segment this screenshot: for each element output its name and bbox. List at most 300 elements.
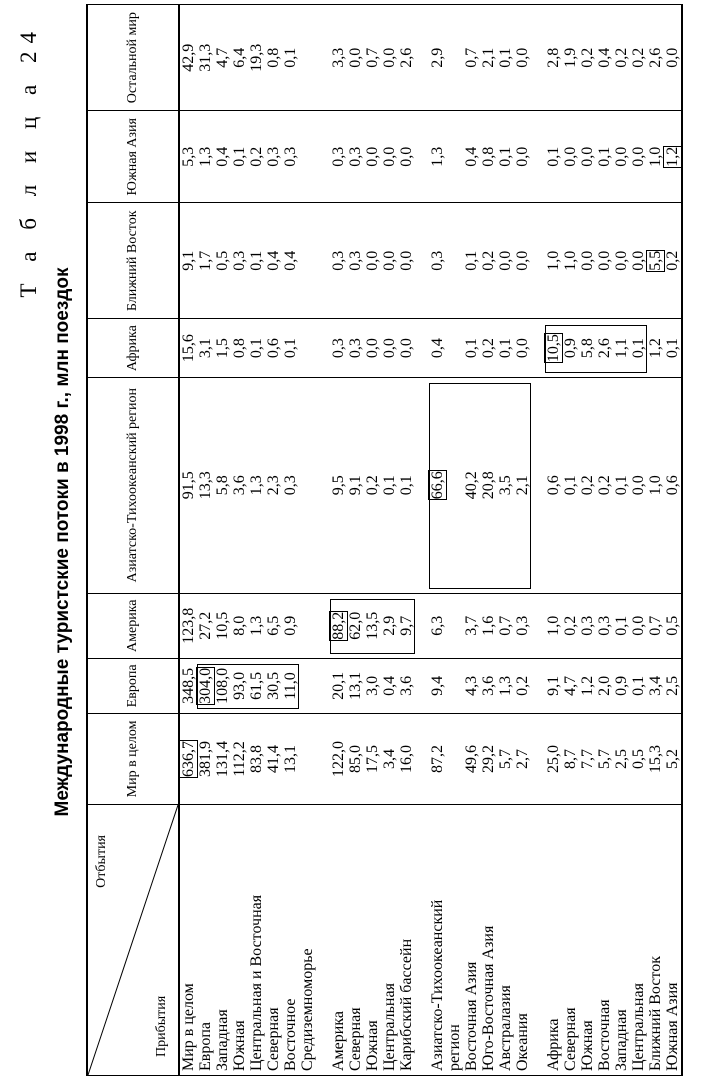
- table-cell: [214, 593, 231, 658]
- column-header: Остальной мир: [87, 5, 179, 111]
- cell-value: 0,4: [265, 250, 282, 271]
- cell-value: 42,9: [180, 43, 197, 72]
- spacer-cell: [531, 319, 545, 377]
- table-cell: [347, 713, 364, 804]
- table-cell: [429, 5, 446, 111]
- cell-value: 2,5: [613, 748, 630, 769]
- row-label: Океания: [514, 805, 531, 1076]
- spacer-cell: [531, 805, 545, 1076]
- table-cell: [497, 203, 514, 319]
- cell-value: 0,1: [463, 338, 480, 359]
- table-row: [330, 5, 347, 1076]
- table-cell: [364, 203, 381, 319]
- table-cell: [265, 319, 282, 377]
- row-label: Центральная: [630, 805, 647, 1076]
- table-cell: [214, 658, 231, 713]
- table-cell: [497, 5, 514, 111]
- table-cell: [197, 377, 214, 593]
- row-label: Северная: [562, 805, 579, 1076]
- cell-value: 1,0: [545, 250, 562, 271]
- table-cell: [231, 593, 248, 658]
- spacer-cell: [316, 713, 330, 804]
- cell-value: 2,1: [514, 475, 531, 496]
- table-cell: [613, 111, 630, 203]
- table-cell: [347, 658, 364, 713]
- table-cell: [613, 319, 630, 377]
- table-cell: [364, 377, 381, 593]
- table-cell: [480, 593, 497, 658]
- cell-value: 5,7: [497, 748, 514, 769]
- cell-value: 0,2: [630, 47, 647, 68]
- cell-value: 348,5: [180, 667, 197, 704]
- cell-value: 0,0: [364, 250, 381, 271]
- row-label: Ближний Восток: [647, 805, 664, 1076]
- table-row: [347, 5, 364, 1076]
- table-cell: [429, 593, 446, 658]
- cell-value: 11,0: [282, 672, 299, 700]
- cell-value: 83,8: [248, 744, 265, 773]
- cell-value: 0,6: [545, 475, 562, 496]
- cell-value: 0,2: [664, 250, 681, 271]
- cell-value: 0,1: [596, 146, 613, 167]
- table-cell: [596, 319, 613, 377]
- cell-value: 2,8: [545, 47, 562, 68]
- cell-value: 0,2: [562, 615, 579, 636]
- table-cell: [429, 111, 446, 203]
- cell-value: 0,2: [364, 475, 381, 496]
- cell-value: 0,0: [381, 146, 398, 167]
- table-cell: [364, 319, 381, 377]
- table-row: [214, 5, 231, 1076]
- table-cell: [364, 111, 381, 203]
- cell-value: 27,2: [197, 611, 214, 640]
- cell-value: 2,6: [647, 47, 664, 68]
- table-cell: [381, 111, 398, 203]
- spacer-cell: [531, 593, 545, 658]
- table-cell: [282, 5, 299, 111]
- table-cell: [480, 658, 497, 713]
- table-cell: [299, 319, 316, 377]
- table-cell: [330, 5, 347, 111]
- cell-value: 0,8: [231, 338, 248, 359]
- cell-value: 3,1: [197, 338, 214, 359]
- table-cell: [664, 5, 682, 111]
- table-cell: [480, 111, 497, 203]
- spacer-cell: [415, 319, 429, 377]
- table-cell: [562, 5, 579, 111]
- cell-value: 0,2: [596, 475, 613, 496]
- table-cell: [647, 5, 664, 111]
- table-cell: [381, 319, 398, 377]
- table-cell: [514, 593, 531, 658]
- cell-value: 0,1: [231, 146, 248, 167]
- table-row: [248, 5, 265, 1076]
- corner-arrivals-label: Прибытия: [154, 995, 169, 1057]
- spacer-cell: [531, 111, 545, 203]
- table-cell: [214, 713, 231, 804]
- cell-value: 13,1: [347, 671, 364, 700]
- cell-value: 0,0: [398, 338, 415, 359]
- table-cell: [630, 713, 647, 804]
- table-cell: [231, 319, 248, 377]
- cell-value: 0,0: [381, 338, 398, 359]
- spacer-cell: [316, 203, 330, 319]
- table-cell: [497, 713, 514, 804]
- spacer-row: [415, 5, 429, 1076]
- cell-value: 0,3: [579, 615, 596, 636]
- cell-value: 0,1: [248, 250, 265, 271]
- table-cell: [265, 377, 282, 593]
- cell-value: 0,0: [364, 146, 381, 167]
- cell-value: 30,5: [265, 671, 282, 700]
- cell-value: 0,7: [463, 47, 480, 68]
- table-cell: [664, 377, 682, 593]
- table-cell: [664, 319, 682, 377]
- cell-value: 0,0: [596, 250, 613, 271]
- table-row: [381, 5, 398, 1076]
- table-cell: [429, 203, 446, 319]
- table-cell: [463, 319, 480, 377]
- table-row: [596, 5, 613, 1076]
- table-cell: [214, 5, 231, 111]
- table-cell: [381, 713, 398, 804]
- cell-value: 0,0: [613, 146, 630, 167]
- table-cell: [463, 203, 480, 319]
- spacer-cell: [415, 713, 429, 804]
- table-cell: [265, 658, 282, 713]
- cell-value: 2,9: [429, 47, 446, 68]
- table-cell: [545, 713, 562, 804]
- table-row: [179, 5, 197, 1076]
- table-cell: [579, 713, 596, 804]
- column-header: Южная Азия: [87, 111, 179, 203]
- cell-value: 13,5: [364, 611, 381, 640]
- table-cell: [480, 377, 497, 593]
- table-cell: [446, 111, 463, 203]
- row-label: Америка: [330, 805, 347, 1076]
- cell-value: 3,0: [364, 675, 381, 696]
- table-cell: [514, 658, 531, 713]
- row-label: Северная: [347, 805, 364, 1076]
- spacer-cell: [531, 713, 545, 804]
- row-label: Африка: [545, 805, 562, 1076]
- cell-value: 3,6: [480, 675, 497, 696]
- table-cell: [463, 377, 480, 593]
- cell-value: 93,0: [231, 671, 248, 700]
- table-row: [562, 5, 579, 1076]
- highlighted-value: 304,0: [197, 667, 214, 704]
- cell-value: 0,0: [514, 250, 531, 271]
- table-cell: [596, 377, 613, 593]
- table-row: [647, 5, 664, 1076]
- table-cell: [248, 593, 265, 658]
- cell-value: 2,1: [480, 47, 497, 68]
- spacer-cell: [316, 111, 330, 203]
- spacer-cell: [316, 5, 330, 111]
- table-cell: [596, 111, 613, 203]
- cell-value: 0,0: [364, 338, 381, 359]
- cell-value: 40,2: [463, 471, 480, 500]
- table-row: [197, 5, 214, 1076]
- column-header: Америка: [87, 593, 179, 658]
- table-cell: [231, 713, 248, 804]
- table-cell: [497, 377, 514, 593]
- cell-value: 0,3: [429, 250, 446, 271]
- table-cell: [299, 713, 316, 804]
- table-cell: [347, 203, 364, 319]
- cell-value: 0,3: [347, 146, 364, 167]
- cell-value: 1,9: [562, 47, 579, 68]
- row-label: Европа: [197, 805, 214, 1076]
- cell-value: 0,2: [514, 675, 531, 696]
- table-cell: [545, 319, 562, 377]
- table-cell: [197, 593, 214, 658]
- table-cell: [579, 593, 596, 658]
- table-cell: [664, 111, 682, 203]
- spacer-cell: [531, 658, 545, 713]
- cell-value: 0,3: [282, 475, 299, 496]
- cell-value: 8,7: [562, 748, 579, 769]
- table-cell: [596, 658, 613, 713]
- cell-value: 0,1: [497, 146, 514, 167]
- cell-value: 5,8: [214, 475, 231, 496]
- cell-value: 381,9: [197, 740, 214, 777]
- row-label: Центральная: [381, 805, 398, 1076]
- table-cell: [265, 111, 282, 203]
- cell-value: 17,5: [364, 744, 381, 773]
- table-cell: [596, 713, 613, 804]
- cell-value: 10,5: [214, 611, 231, 640]
- table-cell: [179, 377, 197, 593]
- spacer-cell: [316, 658, 330, 713]
- cell-value: 7,7: [579, 748, 596, 769]
- cell-value: 0,5: [664, 615, 681, 636]
- table-cell: [630, 203, 647, 319]
- cell-value: 9,5: [330, 475, 347, 496]
- header-row: [87, 5, 179, 1076]
- cell-value: 0,3: [330, 146, 347, 167]
- cell-value: 0,3: [347, 338, 364, 359]
- spacer-cell: [531, 5, 545, 111]
- cell-value: 0,0: [398, 250, 415, 271]
- spacer-cell: [415, 377, 429, 593]
- table-cell: [398, 377, 415, 593]
- table-row: [514, 5, 531, 1076]
- cell-value: 0,0: [664, 47, 681, 68]
- cell-value: 0,4: [463, 146, 480, 167]
- table-cell: [463, 658, 480, 713]
- cell-value: 3,6: [231, 475, 248, 496]
- table-cell: [647, 713, 664, 804]
- table-cell: [299, 593, 316, 658]
- table-cell: [514, 377, 531, 593]
- table-cell: [446, 713, 463, 804]
- table-cell: [347, 111, 364, 203]
- table-cell: [299, 203, 316, 319]
- spacer-cell: [415, 658, 429, 713]
- cell-value: 0,9: [562, 338, 579, 359]
- cell-value: 1,2: [579, 675, 596, 696]
- table-cell: [545, 658, 562, 713]
- cell-value: 0,0: [381, 47, 398, 68]
- highlighted-value: 1,2: [664, 146, 681, 167]
- cell-value: 0,1: [497, 47, 514, 68]
- column-header: Азиатско-Тихоокеанский регион: [87, 377, 179, 593]
- cell-value: 0,2: [480, 338, 497, 359]
- cell-value: 0,5: [214, 250, 231, 271]
- spacer-cell: [415, 203, 429, 319]
- table-cell: [330, 377, 347, 593]
- row-label: Западная: [214, 805, 231, 1076]
- table-cell: [364, 5, 381, 111]
- cell-value: 0,0: [381, 250, 398, 271]
- table-cell: [398, 203, 415, 319]
- table-cell: [562, 319, 579, 377]
- cell-value: 0,3: [347, 250, 364, 271]
- cell-value: 15,6: [180, 334, 197, 363]
- highlighted-value: 636,7: [180, 740, 197, 777]
- table-cell: [248, 658, 265, 713]
- table-cell: [446, 203, 463, 319]
- table-cell: [429, 658, 446, 713]
- cell-value: 31,3: [197, 43, 214, 72]
- cell-value: 0,0: [398, 146, 415, 167]
- table-cell: [231, 111, 248, 203]
- table-cell: [446, 319, 463, 377]
- table-cell: [514, 713, 531, 804]
- table-cell: [613, 203, 630, 319]
- cell-value: 0,0: [630, 475, 647, 496]
- table-cell: [282, 593, 299, 658]
- table-cell: [497, 593, 514, 658]
- table-cell: [647, 377, 664, 593]
- table-cell: [381, 377, 398, 593]
- row-label: Восточная Азия: [463, 805, 480, 1076]
- cell-value: 0,9: [282, 615, 299, 636]
- cell-value: 0,4: [429, 338, 446, 359]
- cell-value: 0,1: [613, 475, 630, 496]
- table-cell: [562, 658, 579, 713]
- table-cell: [179, 658, 197, 713]
- table-body: [179, 5, 682, 1076]
- table-cell: [381, 5, 398, 111]
- table-cell: [545, 111, 562, 203]
- spacer-cell: [316, 805, 330, 1076]
- table-cell: [429, 713, 446, 804]
- cell-value: 0,0: [579, 250, 596, 271]
- table-cell: [647, 319, 664, 377]
- cell-value: 29,2: [480, 744, 497, 773]
- row-label: Средиземноморье: [299, 805, 316, 1076]
- table-cell: [545, 377, 562, 593]
- table-row: [463, 5, 480, 1076]
- cell-value: 1,6: [480, 615, 497, 636]
- table-cell: [596, 593, 613, 658]
- highlighted-value: 66,6: [429, 471, 446, 500]
- cell-value: 15,3: [647, 744, 664, 773]
- table-cell: [664, 593, 682, 658]
- table-row: [579, 5, 596, 1076]
- cell-value: 1,5: [214, 338, 231, 359]
- table-cell: [197, 319, 214, 377]
- highlighted-value: 88,2: [330, 611, 347, 640]
- table-cell: [429, 377, 446, 593]
- row-label: Южная Азия: [664, 805, 682, 1076]
- spacer-cell: [415, 805, 429, 1076]
- row-label: Северная: [265, 805, 282, 1076]
- row-label: Западная: [613, 805, 630, 1076]
- corner-header: [87, 805, 179, 1076]
- table-row: [630, 5, 647, 1076]
- table-cell: [429, 319, 446, 377]
- table-cell: [381, 203, 398, 319]
- cell-value: 2,0: [596, 675, 613, 696]
- row-label: Австралазия: [497, 805, 514, 1076]
- spacer-row: [531, 5, 545, 1076]
- table-cell: [562, 713, 579, 804]
- spacer-cell: [415, 111, 429, 203]
- cell-value: 1,0: [647, 146, 664, 167]
- cell-value: 112,2: [231, 741, 248, 777]
- cell-value: 0,4: [596, 47, 613, 68]
- cell-value: 61,5: [248, 671, 265, 700]
- table-cell: [398, 319, 415, 377]
- table-cell: [562, 203, 579, 319]
- cell-value: 0,4: [381, 675, 398, 696]
- cell-value: 0,0: [579, 146, 596, 167]
- column-header: Африка: [87, 319, 179, 377]
- table-cell: [364, 658, 381, 713]
- cell-value: 0,1: [613, 615, 630, 636]
- cell-value: 19,3: [248, 43, 265, 72]
- table-cell: [282, 319, 299, 377]
- column-header: Мир в целом: [87, 713, 179, 804]
- cell-value: 0,1: [282, 47, 299, 68]
- table-cell: [214, 203, 231, 319]
- table-cell: [579, 111, 596, 203]
- table-cell: [596, 5, 613, 111]
- table-cell: [647, 203, 664, 319]
- table-cell: [330, 713, 347, 804]
- table-cell: [299, 377, 316, 593]
- table-cell: [197, 713, 214, 804]
- cell-value: 9,1: [347, 475, 364, 496]
- table-cell: [579, 203, 596, 319]
- table-cell: [630, 111, 647, 203]
- spacer-cell: [316, 319, 330, 377]
- table-cell: [197, 658, 214, 713]
- cell-value: 5,8: [579, 338, 596, 359]
- spacer-cell: [531, 377, 545, 593]
- table-cell: [248, 203, 265, 319]
- cell-value: 87,2: [429, 744, 446, 773]
- cell-value: 0,2: [579, 47, 596, 68]
- table-row: [282, 5, 299, 1076]
- table-cell: [613, 377, 630, 593]
- table-cell: [647, 593, 664, 658]
- table-cell: [330, 593, 347, 658]
- cell-value: 2,5: [664, 675, 681, 696]
- table-cell: [265, 713, 282, 804]
- spacer-cell: [415, 5, 429, 111]
- cell-value: 122,0: [330, 740, 347, 777]
- table-label: Т а б л и ц а 24: [16, 24, 41, 298]
- table-cell: [179, 593, 197, 658]
- cell-value: 4,7: [562, 675, 579, 696]
- table-row: [364, 5, 381, 1076]
- cell-value: 9,1: [545, 675, 562, 696]
- table-cell: [381, 593, 398, 658]
